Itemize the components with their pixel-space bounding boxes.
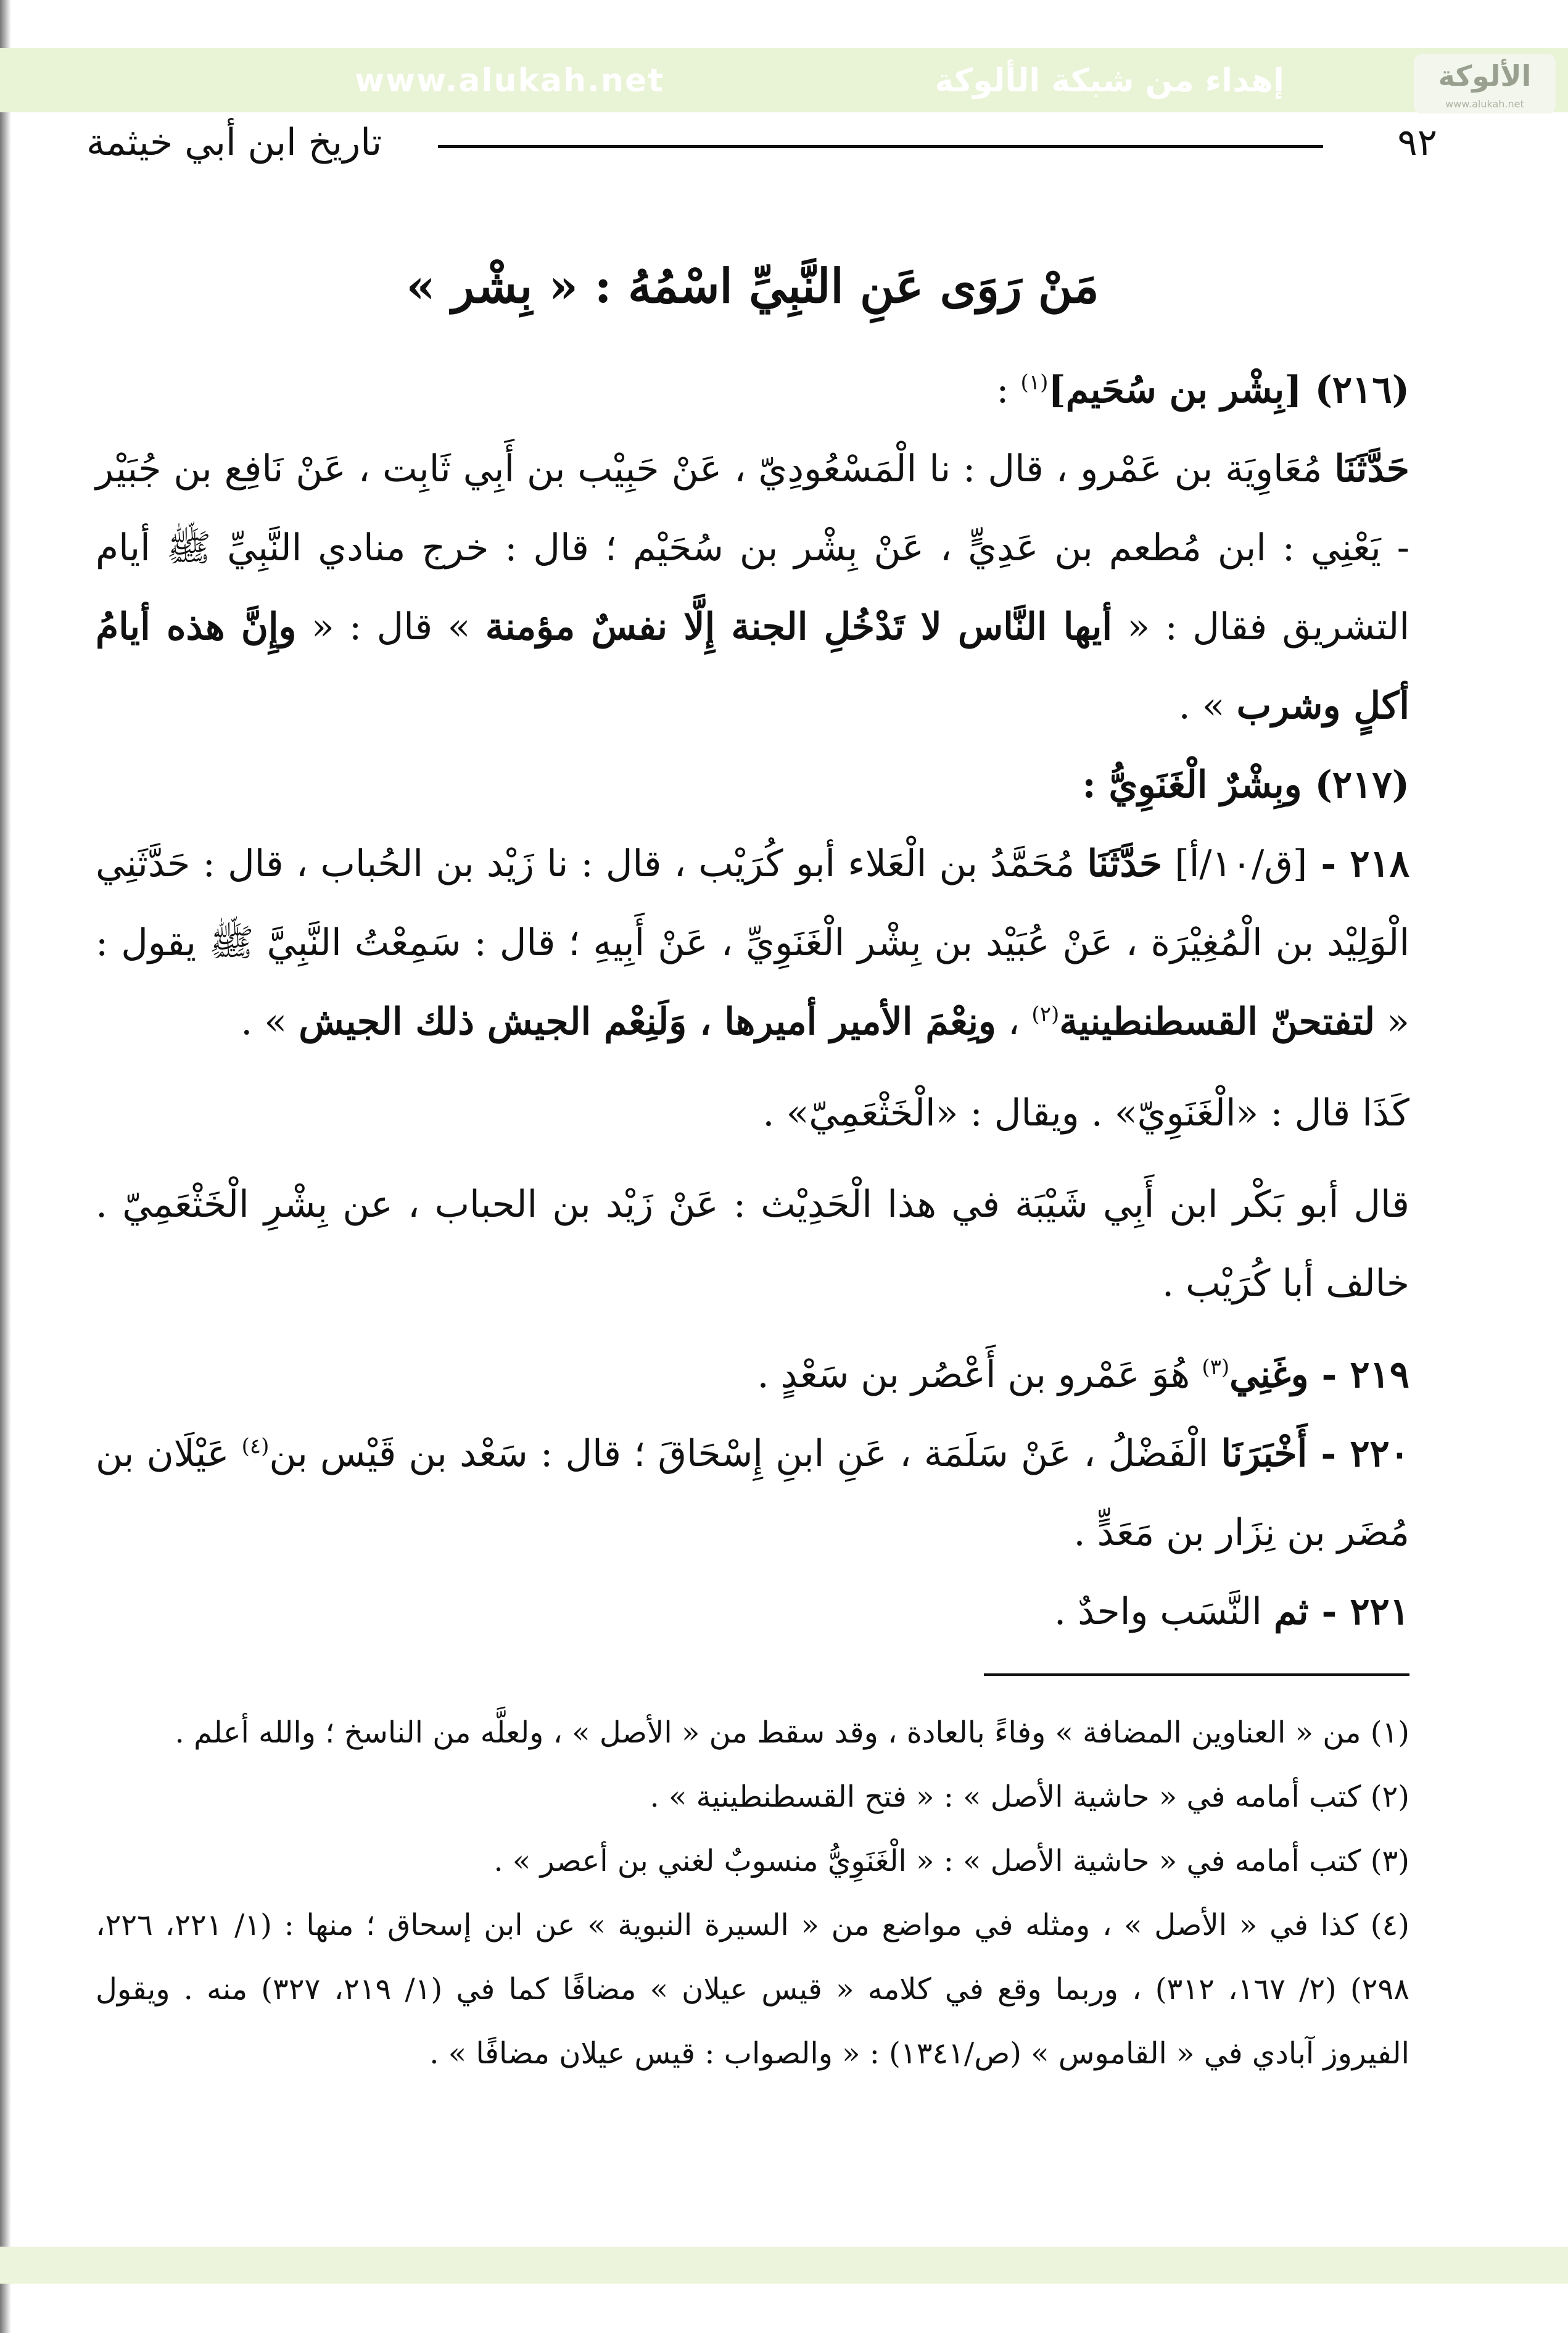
logo-url: www.alukah.net <box>1445 98 1524 110</box>
footnote-2: (٢) كتب أمامه في « حاشية الأصل » : « فتح القسطنطينية » . <box>650 1780 1409 1814</box>
entry-216-isnad: مُعَاوِيَة بن عَمْرو ، قال : نا الْمَسْعُودِيّ ، عَنْ حَبِيْب بن أَبِي ثَابِت ، عَنْ نَافِع بن جُبَيْر - يَعْنِي : ابن مُطعم بن عَدِيٍّ ، عَنْ بِشْر بن سُحَيْم ؛ قال : خرج منادي النَّبِيِّ ﷺ أيام التشريق فقال : « <box>96 447 1409 649</box>
entry-220-lead: أَخْبَرَنَا <box>1221 1432 1308 1475</box>
kadha-note: كَذَا قال : «الْغَنَوِيّ» . ويقال : «الْخَثْعَمِيّ» . <box>762 1092 1409 1135</box>
entry-216-lead: حَدَّثَنَا <box>1334 447 1409 491</box>
entry-218-end: » . <box>241 1000 299 1043</box>
page-number: ٩٢ <box>1397 121 1437 164</box>
entry-221-text <box>96 1572 1409 1651</box>
header-rule <box>438 145 1323 148</box>
entry-219-body: هُوَ عَمْرو بن أَعْصُر بن سَعْدٍ . <box>757 1353 1202 1396</box>
entry-221-body: النَّسَب واحدٌ . <box>1054 1590 1274 1633</box>
entry-221-lead: ٢٢١ - ثم <box>1274 1590 1409 1633</box>
entry-218-text <box>96 824 1409 1061</box>
entry-220-body-2: عَيْلَان بن مُضَر بن نِزَار بن مَعَدٍّ . <box>96 1432 1409 1554</box>
watermark-banner <box>0 48 1568 112</box>
abu-bakr-note: قال أبو بَكْر ابن أَبِي شَيْبَة في هذا الْحَدِيْث : عَنْ زَيْد بن الحباب ، عن بِشْرِ الْخَثْعَمِيّ . خالف أبا كُرَيْب . <box>96 1183 1409 1305</box>
entry-218-sep: ، <box>996 1000 1032 1043</box>
entry-216-colon: : <box>996 368 1021 412</box>
section-title: مَنْ رَوَى عَنِ النَّبِيِّ اسْمُهُ : « بِشْر » <box>406 259 1099 313</box>
entry-220-text <box>96 1414 1409 1572</box>
entry-218-matn-1: لتفتحنّ القسطنطينية <box>1059 1000 1376 1043</box>
running-header <box>86 117 1437 173</box>
entry-220-body-1: الْفَضْلُ ، عَنْ سَلَمَة ، عَنِ ابنِ إِسْحَاقَ ؛ قال : سَعْد بن قَيْس بن <box>269 1432 1221 1475</box>
banner-url: www.alukah.net <box>355 62 665 99</box>
entry-216-heading <box>96 350 1409 429</box>
entry-216-end: » . <box>1178 684 1237 727</box>
entry-218-lead: حَدَّثَنَا <box>1087 842 1163 885</box>
book-title: تاريخ ابن أبي خيثمة <box>86 121 382 164</box>
footnote-3: (٣) كتب أمامه في « حاشية الأصل » : « الْغَنَوِيُّ منسوبٌ لغني بن أعصر » . <box>493 1844 1409 1878</box>
entry-216-title: (٢١٦) [بِشْر بن سُحَيم] <box>1048 368 1409 412</box>
entry-219-text <box>96 1335 1409 1414</box>
entry-216-mid: » قال : « <box>296 605 485 649</box>
footnote-4: (٤) كذا في « الأصل » ، ومثله في مواضع من « السيرة النبوية » عن ابن إسحاق ؛ منها : (١/ ٢٢١، ٢٢٦، ٢٩٨) (٢/ ١٦٧، ٣١٢) ، وربما وقع في كلامه « قيس عيلان » مضافًا كما في (١/ ٢١٩، ٣٢٧) منه . ويقول الفيروز آبادي في « القاموس » (ص/١٣٤١) : « والصواب : قيس عيلان مضافًا » . <box>96 1908 1410 2071</box>
page-body <box>96 247 1409 2086</box>
page-edge-shadow <box>0 0 11 2333</box>
entry-218-matn-2: ونِعْمَ الأمير أميرها ، وَلَنِعْم الجيش ذلك الجيش <box>299 1000 996 1043</box>
footnote-1: (١) من « العناوين المضافة » وفاءً بالعادة ، وقد سقط من « الأصل » ، ولعلَّه من الناسخ ؛ والله أعلم . <box>175 1715 1409 1750</box>
entry-217-heading: (٢١٧) وبِشْرٌ الْغَنَوِيُّ : <box>1082 763 1409 806</box>
footnote-ref-1[interactable]: (١) <box>1020 370 1049 395</box>
footnote-ref-2[interactable]: (٢) <box>1031 1002 1060 1027</box>
alukah-logo <box>1414 54 1556 114</box>
entry-220-number: ٢٢٠ - <box>1307 1432 1409 1475</box>
entry-218-number: ٢١٨ - <box>1307 842 1409 885</box>
entry-216-matn-1: أيها النَّاس لا تَدْخُلِ الجنة إِلَّا نفسٌ مؤمنة <box>485 605 1113 649</box>
entry-219-lead: ٢١٩ - وغَنِي <box>1229 1353 1409 1396</box>
entry-216-matn-2: وإِنَّ هذه أيامُ أكلٍ وشرب <box>96 605 1409 727</box>
footnote-separator <box>984 1673 1409 1676</box>
footnote-ref-4[interactable]: (٤) <box>241 1434 270 1459</box>
footnotes <box>96 1701 1409 2086</box>
entry-216-text <box>96 429 1409 745</box>
logo-text: الألوكة <box>1438 59 1532 93</box>
entry-218-folio-ref: [ق/١٠/أ] <box>1162 842 1308 885</box>
footnote-ref-3[interactable]: (٣) <box>1202 1355 1230 1380</box>
entry-218-isnad: مُحَمَّدُ بن الْعَلاء أبو كُرَيْب ، قال : نا زَيْد بن الحُباب ، قال : حَدَّثَنِي الْوَلِيْد بن الْمُغِيْرَة ، عَنْ عُبَيْد بن بِشْر الْغَنَوِيِّ ، عَنْ أَبِيهِ ؛ قال : سَمِعْتُ النَّبِيَّ ﷺ يقول : « <box>96 842 1409 1043</box>
footer-band <box>0 2247 1568 2284</box>
banner-gift-text: إهداء من شبكة الألوكة <box>935 62 1284 99</box>
